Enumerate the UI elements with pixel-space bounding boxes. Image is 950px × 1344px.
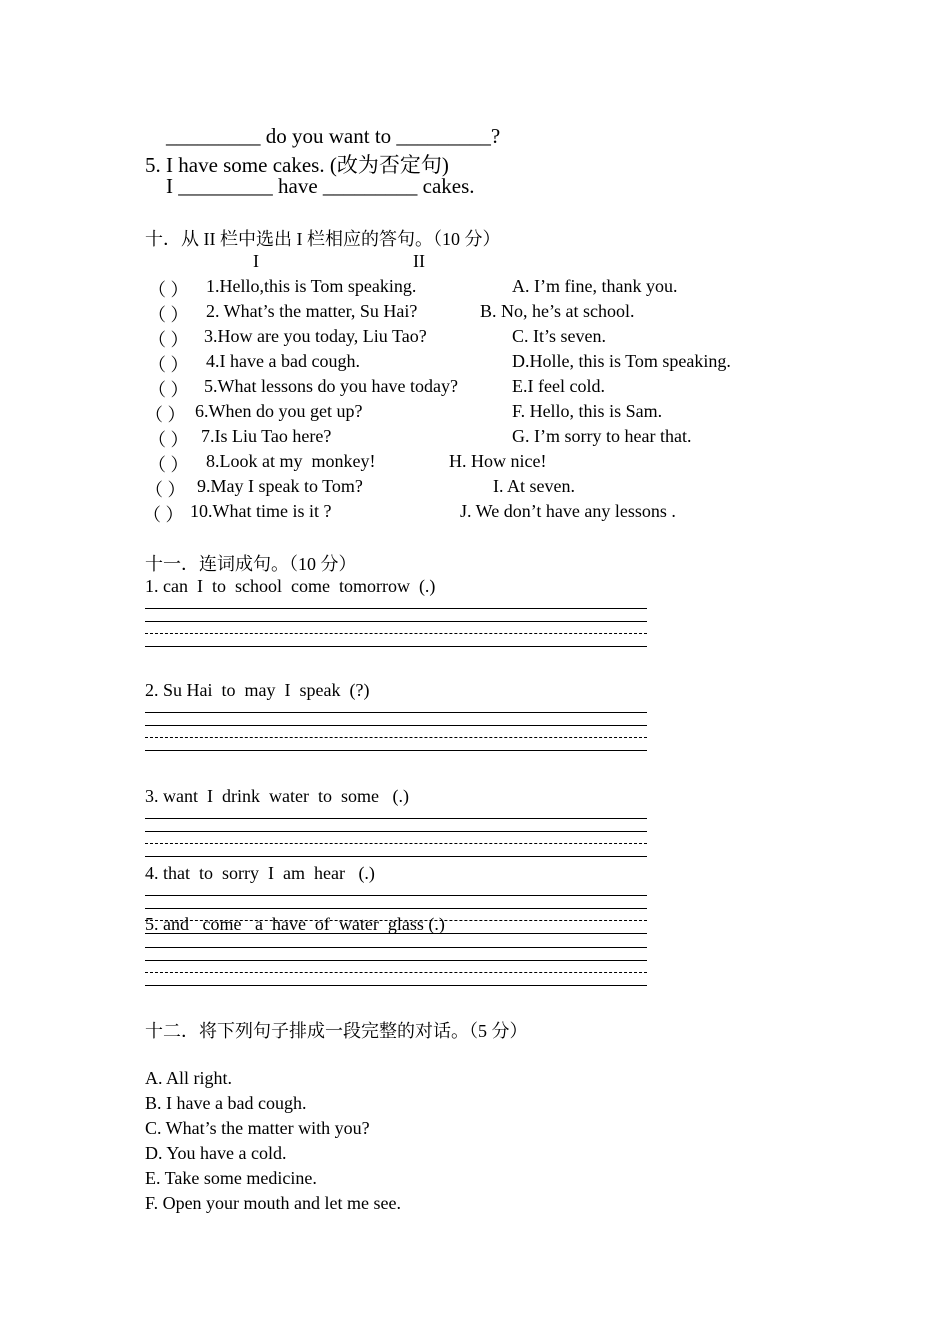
writing-line bbox=[145, 908, 647, 909]
answer-option: I. At seven. bbox=[493, 476, 575, 496]
word-order-prompt: 4. that to sorry I am hear (.) bbox=[145, 863, 375, 883]
writing-line bbox=[145, 725, 647, 726]
answer-option: E.I feel cold. bbox=[512, 376, 605, 396]
section-10-heading: 十．从 II 栏中选出 I 栏相应的答句。（10 分） bbox=[145, 229, 501, 249]
answer-paren: （ ） bbox=[143, 505, 184, 525]
answer-option: G. I’m sorry to hear that. bbox=[512, 426, 692, 446]
answer-paren: （ ） bbox=[148, 430, 189, 450]
writing-line bbox=[145, 712, 647, 713]
fill-blank-line: _________ do you want to _________? bbox=[166, 124, 501, 148]
answer-paren: （ ） bbox=[148, 355, 189, 375]
writing-line bbox=[145, 608, 647, 609]
question-item: 2. What’s the matter, Su Hai? bbox=[206, 301, 418, 321]
question-item: 1.Hello,this is Tom speaking. bbox=[206, 276, 417, 296]
answer-paren: （ ） bbox=[148, 455, 189, 475]
question-item: 7.Is Liu Tao here? bbox=[201, 426, 332, 446]
question-item: 6.When do you get up? bbox=[195, 401, 363, 421]
writing-line bbox=[145, 831, 647, 832]
writing-line bbox=[145, 818, 647, 819]
answer-option: C. It’s seven. bbox=[512, 326, 606, 346]
fill-blank-line: I _________ have _________ cakes. bbox=[166, 174, 475, 198]
writing-guide-line bbox=[145, 843, 647, 844]
writing-line bbox=[145, 621, 647, 622]
writing-line bbox=[145, 947, 647, 948]
writing-guide-line bbox=[145, 737, 647, 738]
dialogue-option: E. Take some medicine. bbox=[145, 1168, 317, 1188]
word-order-prompt: 5. and come a have of water glass (.) bbox=[145, 914, 445, 934]
question-item: 5.What lessons do you have today? bbox=[204, 376, 458, 396]
section-11-heading: 十一．连词成句。（10 分） bbox=[145, 554, 357, 574]
writing-line bbox=[145, 856, 647, 857]
answer-option: F. Hello, this is Sam. bbox=[512, 401, 663, 421]
answer-option: B. No, he’s at school. bbox=[480, 301, 635, 321]
section-12-heading: 十二．将下列句子排成一段完整的对话。（5 分） bbox=[145, 1021, 528, 1041]
dialogue-option: F. Open your mouth and let me see. bbox=[145, 1193, 402, 1213]
answer-paren: （ ） bbox=[148, 330, 189, 350]
answer-paren: （ ） bbox=[148, 305, 189, 325]
question-5: 5. I have some cakes. (改为否定句) bbox=[145, 153, 449, 177]
word-order-prompt: 2. Su Hai to may I speak (?) bbox=[145, 680, 370, 700]
question-item: 9.May I speak to Tom? bbox=[197, 476, 363, 496]
answer-option: D.Holle, this is Tom speaking. bbox=[512, 351, 731, 371]
answer-paren: （ ） bbox=[145, 405, 186, 425]
dialogue-option: D. You have a cold. bbox=[145, 1143, 287, 1163]
writing-line bbox=[145, 985, 647, 986]
writing-line bbox=[145, 750, 647, 751]
dialogue-option: A. All right. bbox=[145, 1068, 233, 1088]
question-item: 3.How are you today, Liu Tao? bbox=[204, 326, 427, 346]
writing-line bbox=[145, 895, 647, 896]
writing-guide-line bbox=[145, 972, 647, 973]
question-item: 8.Look at my monkey! bbox=[206, 451, 376, 471]
word-order-prompt: 3. want I drink water to some (.) bbox=[145, 786, 409, 806]
answer-option: A. I’m fine, thank you. bbox=[512, 276, 678, 296]
question-item: 4.I have a bad cough. bbox=[206, 351, 360, 371]
column-ii-label: II bbox=[413, 251, 425, 271]
dialogue-option: C. What’s the matter with you? bbox=[145, 1118, 370, 1138]
word-order-prompt: 1. can I to school come tomorrow (.) bbox=[145, 576, 436, 596]
answer-paren: （ ） bbox=[145, 480, 186, 500]
writing-line bbox=[145, 646, 647, 647]
writing-guide-line bbox=[145, 633, 647, 634]
column-i-label: I bbox=[253, 251, 259, 271]
answer-option: J. We don’t have any lessons . bbox=[460, 501, 676, 521]
answer-option: H. How nice! bbox=[449, 451, 547, 471]
answer-paren: （ ） bbox=[148, 380, 189, 400]
answer-paren: （ ） bbox=[148, 280, 189, 300]
dialogue-option: B. I have a bad cough. bbox=[145, 1093, 307, 1113]
question-item: 10.What time is it ? bbox=[190, 501, 332, 521]
writing-line bbox=[145, 960, 647, 961]
